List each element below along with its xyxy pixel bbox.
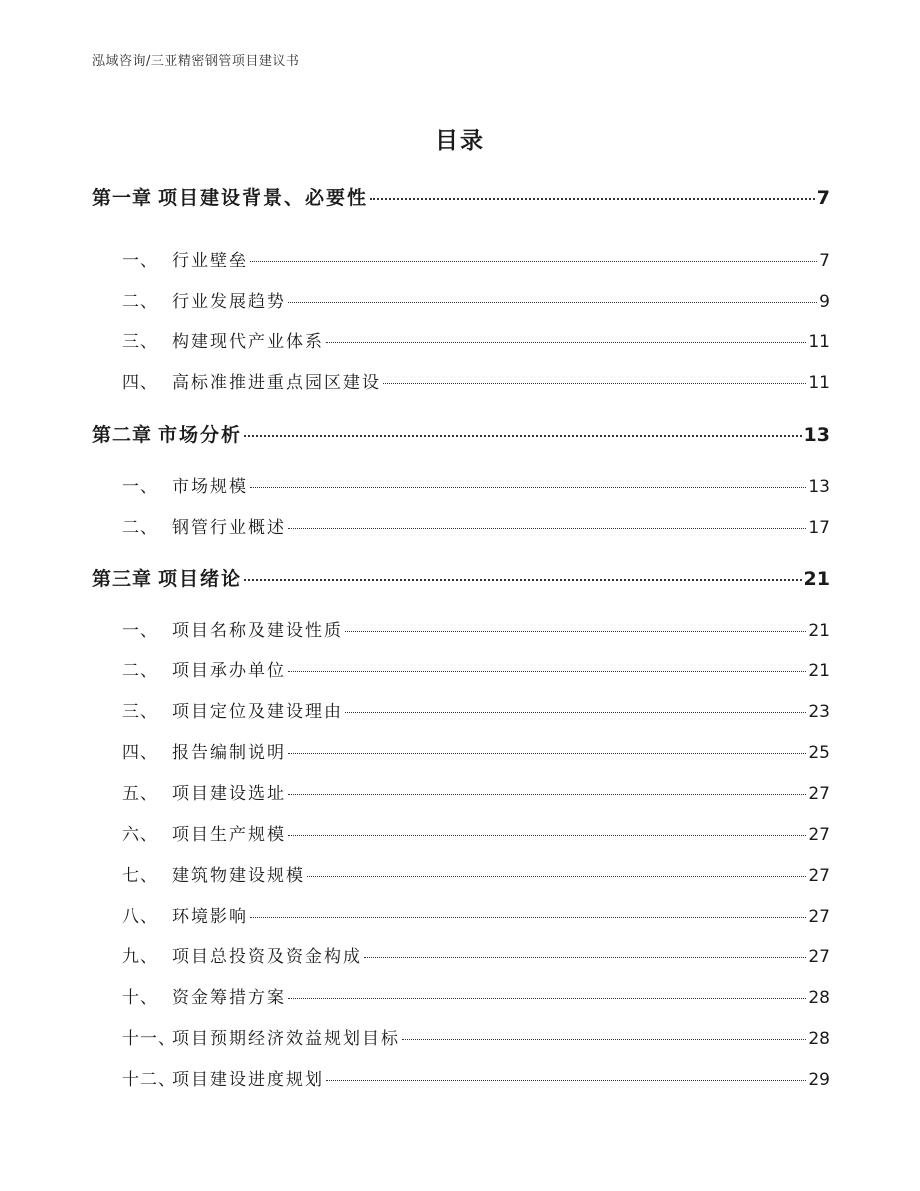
dot-leader: [345, 631, 806, 632]
dot-leader: [288, 302, 817, 303]
toc-entry-page-number: 21: [808, 661, 830, 681]
toc-entry-number: 二、: [122, 292, 158, 312]
dot-leader: [288, 835, 806, 836]
toc-section-entry[interactable]: [122, 246, 830, 271]
toc-entry-number: 五、: [122, 784, 158, 804]
dot-leader: [402, 1039, 806, 1040]
dot-leader: [326, 342, 806, 343]
dot-leader: [244, 579, 802, 581]
dot-leader: [288, 794, 806, 795]
toc-entry-label: 项目绪论: [158, 568, 243, 590]
toc-entry-number: 二、: [122, 661, 158, 681]
toc-chapter-entry[interactable]: [92, 183, 830, 210]
dot-leader: [288, 998, 806, 999]
toc-section-entry[interactable]: [122, 1065, 830, 1090]
toc-section-entry[interactable]: [122, 327, 830, 352]
toc-entry-number: 三、: [122, 702, 158, 722]
toc-entry-number: 第三章: [92, 568, 153, 590]
dot-leader: [288, 753, 806, 754]
toc-section-entry[interactable]: [122, 656, 830, 681]
toc-entry-label: 项目总投资及资金构成: [172, 947, 362, 967]
toc-entry-page-number: 27: [808, 825, 830, 845]
dot-leader: [244, 435, 802, 437]
toc-entry-page-number: 7: [816, 187, 830, 209]
toc-entry-label: 行业壁垒: [172, 251, 248, 271]
toc-entry-label: 建筑物建设规模: [172, 866, 305, 886]
toc-entry-label: 市场分析: [158, 424, 243, 446]
toc-section-entry[interactable]: [122, 287, 830, 312]
dot-leader: [288, 671, 806, 672]
toc-entry-number: 一、: [122, 621, 158, 641]
dot-leader: [364, 957, 806, 958]
toc-section-entry[interactable]: [122, 513, 830, 538]
toc-entry-number: 六、: [122, 825, 158, 845]
toc-section-entry[interactable]: [122, 779, 830, 804]
toc-chapter-entry[interactable]: [92, 564, 830, 591]
dot-leader: [370, 198, 815, 200]
toc-entry-label: 高标准推进重点园区建设: [172, 373, 381, 393]
toc-entry-page-number: 27: [808, 784, 830, 804]
toc-entry-label: 项目承办单位: [172, 661, 286, 681]
toc-entry-page-number: 11: [808, 332, 830, 352]
dot-leader: [250, 487, 806, 488]
toc-entry-page-number: 13: [803, 424, 830, 446]
toc-entry-label: 项目建设背景、必要性: [158, 187, 369, 209]
dot-leader: [307, 876, 806, 877]
toc-entry-label: 资金筹措方案: [172, 988, 286, 1008]
toc-entry-number: 三、: [122, 332, 158, 352]
toc-section-entry[interactable]: [122, 983, 830, 1008]
toc-section-entry[interactable]: [122, 472, 830, 497]
toc-entry-page-number: 21: [808, 621, 830, 641]
toc-entry-page-number: 21: [803, 568, 830, 590]
toc-entry-page-number: 13: [808, 477, 830, 497]
toc-entry-label: 钢管行业概述: [172, 518, 286, 538]
dot-leader: [250, 917, 806, 918]
toc-entry-page-number: 7: [819, 251, 830, 271]
toc-entry-number: 十一、: [122, 1029, 176, 1049]
toc-entry-label: 报告编制说明: [172, 743, 286, 763]
toc-entry-page-number: 27: [808, 907, 830, 927]
toc-entry-number: 九、: [122, 947, 158, 967]
toc-entry-page-number: 9: [819, 292, 830, 312]
toc-section-entry[interactable]: [122, 1024, 830, 1049]
toc-entry-number: 二、: [122, 518, 158, 538]
toc-entry-label: 项目定位及建设理由: [172, 702, 343, 722]
toc-entry-number: 四、: [122, 373, 158, 393]
toc-entry-page-number: 27: [808, 947, 830, 967]
dot-leader: [288, 528, 806, 529]
toc-entry-page-number: 27: [808, 866, 830, 886]
toc-entry-label: 行业发展趋势: [172, 292, 286, 312]
toc-entry-number: 第二章: [92, 424, 153, 446]
toc-entry-page-number: 28: [808, 1029, 830, 1049]
toc-entry-label: 市场规模: [172, 477, 248, 497]
toc-entry-label: 项目名称及建设性质: [172, 621, 343, 641]
page-title: 目录: [435, 128, 485, 154]
toc-entry-page-number: 29: [808, 1070, 830, 1090]
toc-section-entry[interactable]: [122, 738, 830, 763]
toc-entry-number: 四、: [122, 743, 158, 763]
dot-leader: [383, 383, 806, 384]
toc-entry-page-number: 17: [808, 518, 830, 538]
toc-chapter-entry[interactable]: [92, 420, 830, 447]
toc-section-entry[interactable]: [122, 616, 830, 641]
dot-leader: [345, 712, 806, 713]
toc-section-entry[interactable]: [122, 861, 830, 886]
toc-section-entry[interactable]: [122, 902, 830, 927]
toc-section-entry[interactable]: [122, 942, 830, 967]
toc-entry-number: 七、: [122, 866, 158, 886]
toc-section-entry[interactable]: [122, 697, 830, 722]
dot-leader: [250, 261, 817, 262]
toc-section-entry[interactable]: [122, 368, 830, 393]
toc-entry-number: 一、: [122, 251, 158, 271]
dot-leader: [326, 1080, 806, 1081]
toc-entry-page-number: 11: [808, 373, 830, 393]
toc-entry-number: 十二、: [122, 1070, 176, 1090]
toc-section-entry[interactable]: [122, 820, 830, 845]
toc-entry-number: 一、: [122, 477, 158, 497]
toc-entry-label: 环境影响: [172, 907, 248, 927]
toc-entry-number: 十、: [122, 988, 158, 1008]
toc-entry-label: 项目预期经济效益规划目标: [172, 1029, 400, 1049]
toc-entry-label: 项目建设选址: [172, 784, 286, 804]
toc-entry-label: 项目建设进度规划: [172, 1070, 324, 1090]
toc-entry-label: 项目生产规模: [172, 825, 286, 845]
toc-entry-label: 构建现代产业体系: [172, 332, 324, 352]
toc-entry-page-number: 28: [808, 988, 830, 1008]
toc-entry-page-number: 23: [808, 702, 830, 722]
toc-entry-number: 第一章: [92, 187, 153, 209]
toc-entry-number: 八、: [122, 907, 158, 927]
toc-entry-page-number: 25: [808, 743, 830, 763]
page-header: 泓域咨询/三亚精密钢管项目建议书: [92, 54, 300, 69]
